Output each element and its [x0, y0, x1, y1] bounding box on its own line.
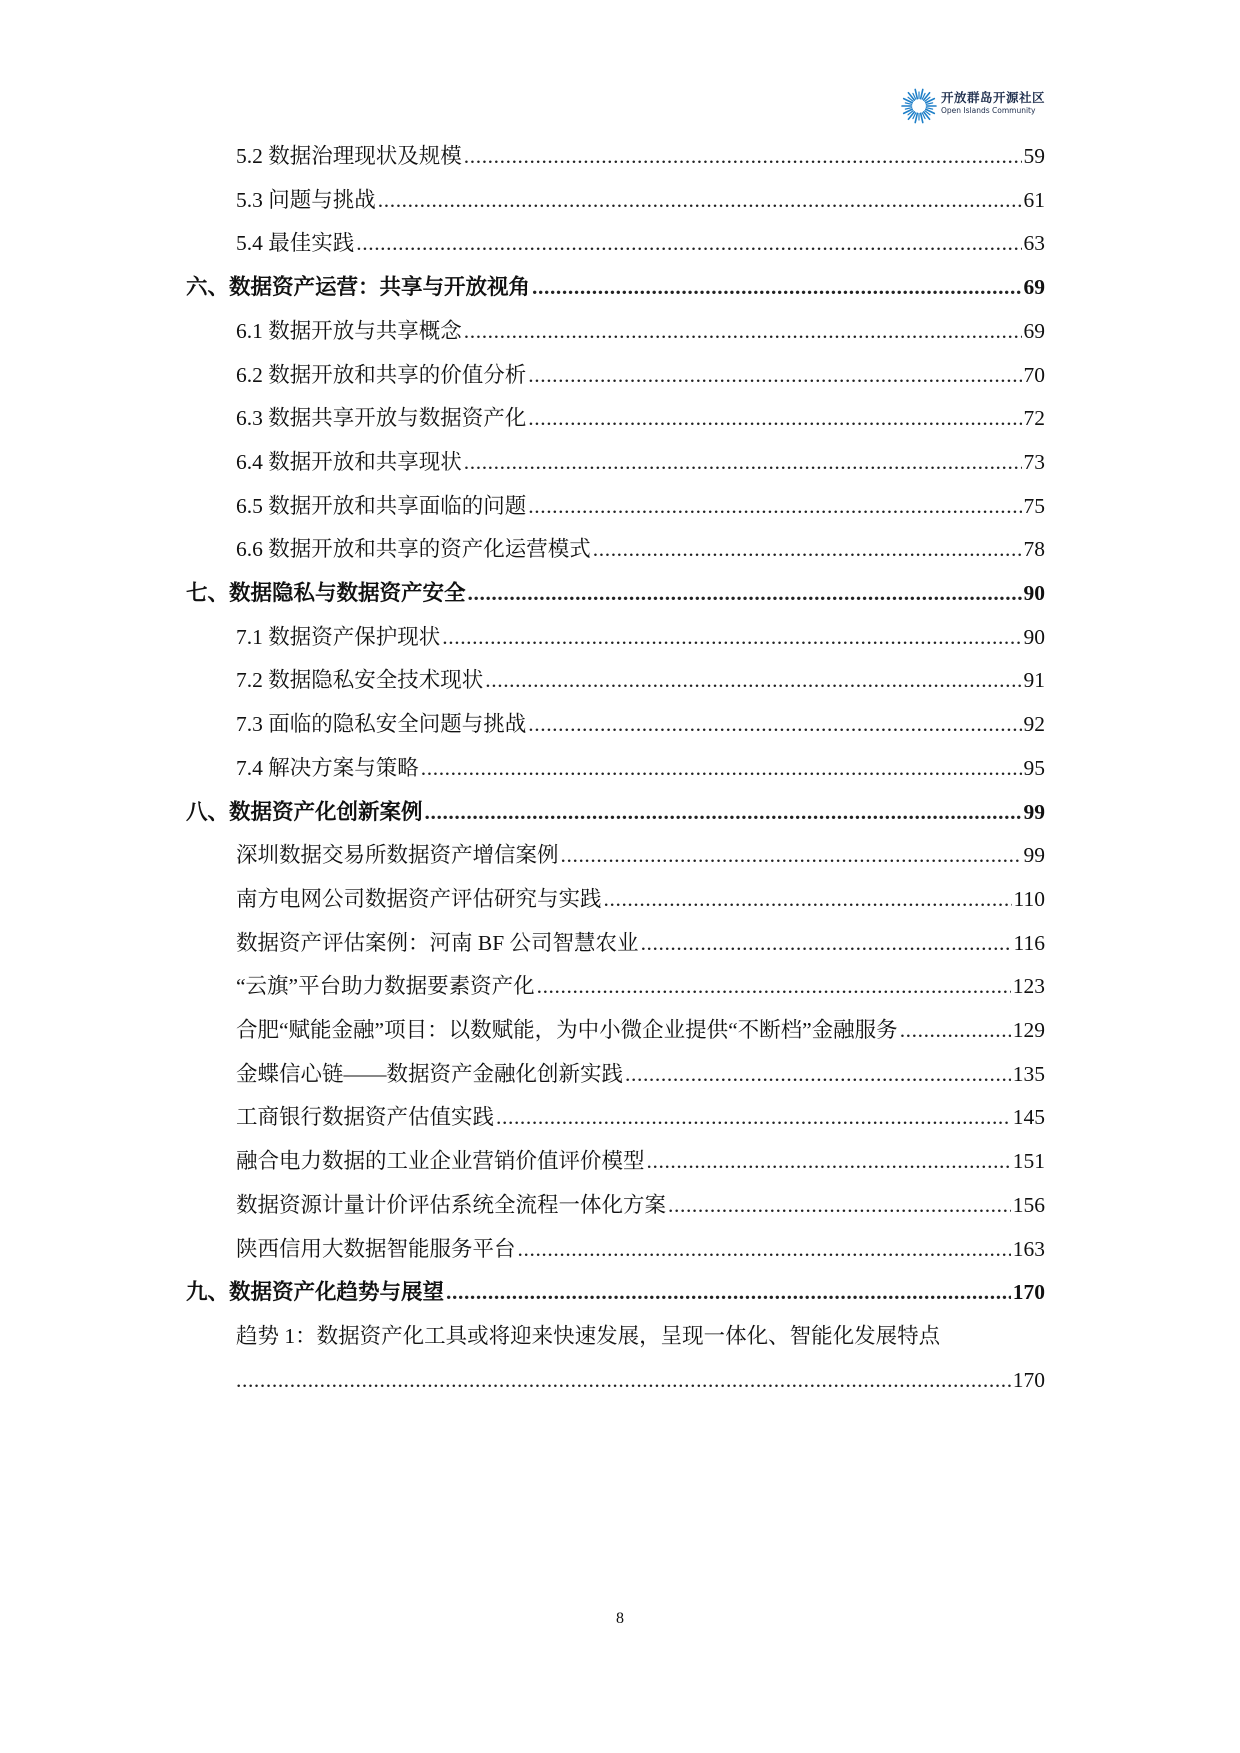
toc-leader-dots: [518, 1234, 1011, 1264]
toc-chapter-entry[interactable]: [186, 272, 1045, 302]
toc-entry-title: 合肥“赋能金融”项目：以数赋能，为中小微企业提供“不断档”金融服务: [236, 1018, 898, 1042]
toc-leader-dots: [561, 840, 1022, 870]
logo-ray: [905, 103, 911, 104]
toc-entry-title: 6.4 数据开放和共享现状: [236, 449, 462, 474]
toc-leader-dots: [593, 534, 1022, 564]
toc-entry-title: 5.4 最佳实践: [236, 231, 355, 256]
toc-leader-dots: [464, 447, 1022, 477]
toc-section-entry[interactable]: [236, 1146, 1045, 1176]
toc-entry-title: 深圳数据交易所数据资产增信案例: [236, 843, 559, 868]
toc-entry-title: 陕西信用大数据智能服务平台: [236, 1236, 516, 1261]
toc-entry-title: 六、数据资产运营：共享与开放视角: [186, 275, 531, 300]
toc-entry-title: 7.3 面临的隐私安全问题与挑战: [236, 712, 527, 737]
toc-entry-page: 90: [1023, 624, 1045, 649]
toc-leader-dots: [468, 578, 1022, 608]
toc-leader-dots: [464, 316, 1022, 346]
toc-section-entry[interactable]: [236, 403, 1045, 433]
toc-section-entry[interactable]: [236, 1190, 1045, 1220]
toc-leader-dots: [537, 971, 1011, 1001]
toc-leader-dots: [421, 753, 1022, 783]
toc-entry-page: 90: [1023, 581, 1045, 605]
logo-ray: [915, 89, 917, 98]
toc-section-entry[interactable]: [236, 622, 1045, 652]
toc-leader-dots: [464, 141, 1022, 171]
toc-leader-dots: [668, 1190, 1011, 1220]
toc-entry-title: 趋势 1：数据资产化工具或将迎来快速发展，呈现一体化、智能化发展特点: [236, 1323, 941, 1348]
logo-subtitle: Open Islands Community: [941, 106, 1036, 115]
toc-entry-title: 6.2 数据开放和共享的价值分析: [236, 362, 527, 387]
toc-leader-dots: [528, 709, 1021, 739]
toc-section-entry[interactable]: [236, 709, 1045, 739]
toc-section-entry-continued[interactable]: [236, 1365, 1045, 1395]
toc-section-entry[interactable]: [236, 1015, 1045, 1045]
toc-section-entry[interactable]: [236, 534, 1045, 564]
toc-section-entry[interactable]: [236, 141, 1045, 171]
toc-section-entry[interactable]: [236, 316, 1045, 346]
toc-leader-dots: [900, 1015, 1011, 1045]
toc-section-entry[interactable]: [236, 185, 1045, 215]
toc-entry-title: 金蝶信心链——数据资产金融化创新实践: [236, 1061, 624, 1086]
logo-ray: [921, 113, 923, 122]
toc-entry-title: 5.2 数据治理现状及规模: [236, 144, 462, 168]
toc-leader-dots: [496, 1102, 1011, 1132]
header-logo: [901, 86, 1061, 126]
toc-leader-dots: [528, 403, 1021, 433]
toc-entry-page: 145: [1012, 1105, 1045, 1130]
toc-entry-page: 72: [1023, 406, 1045, 431]
toc-entry-page: 75: [1023, 493, 1045, 518]
toc-entry-title: 工商银行数据资产估值实践: [236, 1105, 495, 1130]
toc-section-entry[interactable]: [236, 360, 1045, 390]
toc-entry-title: 6.6 数据开放和共享的资产化运营模式: [236, 537, 591, 562]
toc-entry-page: 123: [1012, 974, 1045, 999]
toc-chapter-entry[interactable]: [186, 1277, 1045, 1307]
toc-entry-page: 170: [1012, 1367, 1045, 1392]
toc-entry-page: 156: [1012, 1192, 1045, 1217]
toc-entry-page: 78: [1023, 537, 1045, 562]
toc-entry-page: 116: [1013, 930, 1045, 955]
toc-leader-dots: [446, 1277, 1011, 1307]
toc-leader-dots: [604, 884, 1012, 914]
logo-name: 开放群岛开源社区: [941, 90, 1046, 105]
toc-section-entry[interactable]: [236, 491, 1045, 521]
toc-entry-title: 数据资产评估案例：河南 BF 公司智慧农业: [236, 930, 639, 955]
toc-leader-dots: [442, 622, 1021, 652]
toc-entry-page: 110: [1013, 886, 1045, 911]
toc-entry-page: 91: [1023, 668, 1045, 693]
toc-entry-title: 八、数据资产化创新案例: [186, 799, 423, 824]
toc-entry-page: 73: [1023, 449, 1045, 474]
toc-leader-dots: [425, 797, 1022, 827]
toc-section-entry[interactable]: [236, 884, 1045, 914]
toc-entry-page: 92: [1023, 712, 1045, 737]
toc-section-entry[interactable]: [236, 1321, 1045, 1351]
toc-chapter-entry[interactable]: [186, 797, 1045, 827]
toc-section-entry[interactable]: [236, 1234, 1045, 1264]
toc-leader-dots: [485, 665, 1021, 695]
toc-entry-title: 融合电力数据的工业企业营销价值评价模型: [236, 1149, 645, 1174]
toc-entry-page: 70: [1023, 362, 1045, 387]
toc-entry-page: 170: [1012, 1280, 1045, 1305]
toc-chapter-entry[interactable]: [186, 578, 1045, 608]
toc-section-entry[interactable]: [236, 840, 1045, 870]
toc-entry-page: 69: [1023, 275, 1045, 300]
open-islands-logo-icon: [901, 88, 937, 124]
toc-entry-title: “云旗”平台助力数据要素资产化: [236, 974, 535, 999]
toc-section-entry[interactable]: [236, 665, 1045, 695]
logo-ray: [926, 108, 932, 109]
toc-leader-dots: [356, 228, 1021, 258]
toc-leader-dots: [532, 272, 1021, 302]
toc-section-entry[interactable]: [236, 971, 1045, 1001]
toc-leader-dots: [625, 1059, 1011, 1089]
toc-entry-title: 数据资源计量计价评估系统全流程一体化方案: [236, 1192, 667, 1217]
toc-entry-page: 95: [1023, 755, 1045, 780]
logo-text: [941, 90, 1071, 116]
toc-entry-page: 59: [1023, 144, 1045, 168]
logo-ray: [926, 103, 932, 104]
toc-entry-title: 南方电网公司数据资产评估研究与实践: [236, 886, 602, 911]
toc-leader-dots: [528, 360, 1021, 390]
toc-entry-page: 151: [1012, 1149, 1045, 1174]
toc-entry-page: 69: [1023, 318, 1045, 343]
toc-leader-dots: [378, 185, 1022, 215]
toc-section-entry[interactable]: [236, 1059, 1045, 1089]
toc-entry-page: 99: [1023, 799, 1045, 824]
toc-entry-title: 7.1 数据资产保护现状: [236, 624, 441, 649]
toc-leader-dots: [528, 491, 1021, 521]
toc-entry-title: 5.3 问题与挑战: [236, 187, 376, 212]
toc-entry-title: 7.2 数据隐私安全技术现状: [236, 668, 484, 693]
toc-leader-dots: [647, 1146, 1011, 1176]
toc-section-entry[interactable]: [236, 928, 1045, 958]
toc-section-entry[interactable]: [236, 1102, 1045, 1132]
logo-ray: [905, 108, 911, 109]
toc-entry-title: 6.1 数据开放与共享概念: [236, 318, 462, 343]
logo-ray: [915, 113, 917, 122]
toc-entry-page: 135: [1012, 1061, 1045, 1086]
toc-entry-title: 6.5 数据开放和共享面临的问题: [236, 493, 527, 518]
toc-entry-page: 99: [1023, 843, 1045, 868]
toc-entry-title: 七、数据隐私与数据资产安全: [186, 581, 466, 605]
toc-entry-page: 63: [1023, 231, 1045, 256]
toc-leader-dots: [641, 928, 1012, 958]
toc-entry-page: 61: [1023, 187, 1045, 212]
toc-entry-title: 6.3 数据共享开放与数据资产化: [236, 406, 527, 431]
page-number: 8: [616, 1610, 624, 1627]
toc-section-entry[interactable]: [236, 228, 1045, 258]
logo-ray: [921, 89, 923, 98]
toc-section-entry[interactable]: [236, 447, 1045, 477]
toc-entry-title: 九、数据资产化趋势与展望: [186, 1280, 445, 1305]
toc-section-entry[interactable]: [236, 753, 1045, 783]
toc-entry-page: 129: [1012, 1018, 1045, 1042]
toc-entry-title: 7.4 解决方案与策略: [236, 755, 419, 780]
toc-leader-dots: [236, 1365, 1011, 1395]
toc-entry-page: 163: [1012, 1236, 1045, 1261]
